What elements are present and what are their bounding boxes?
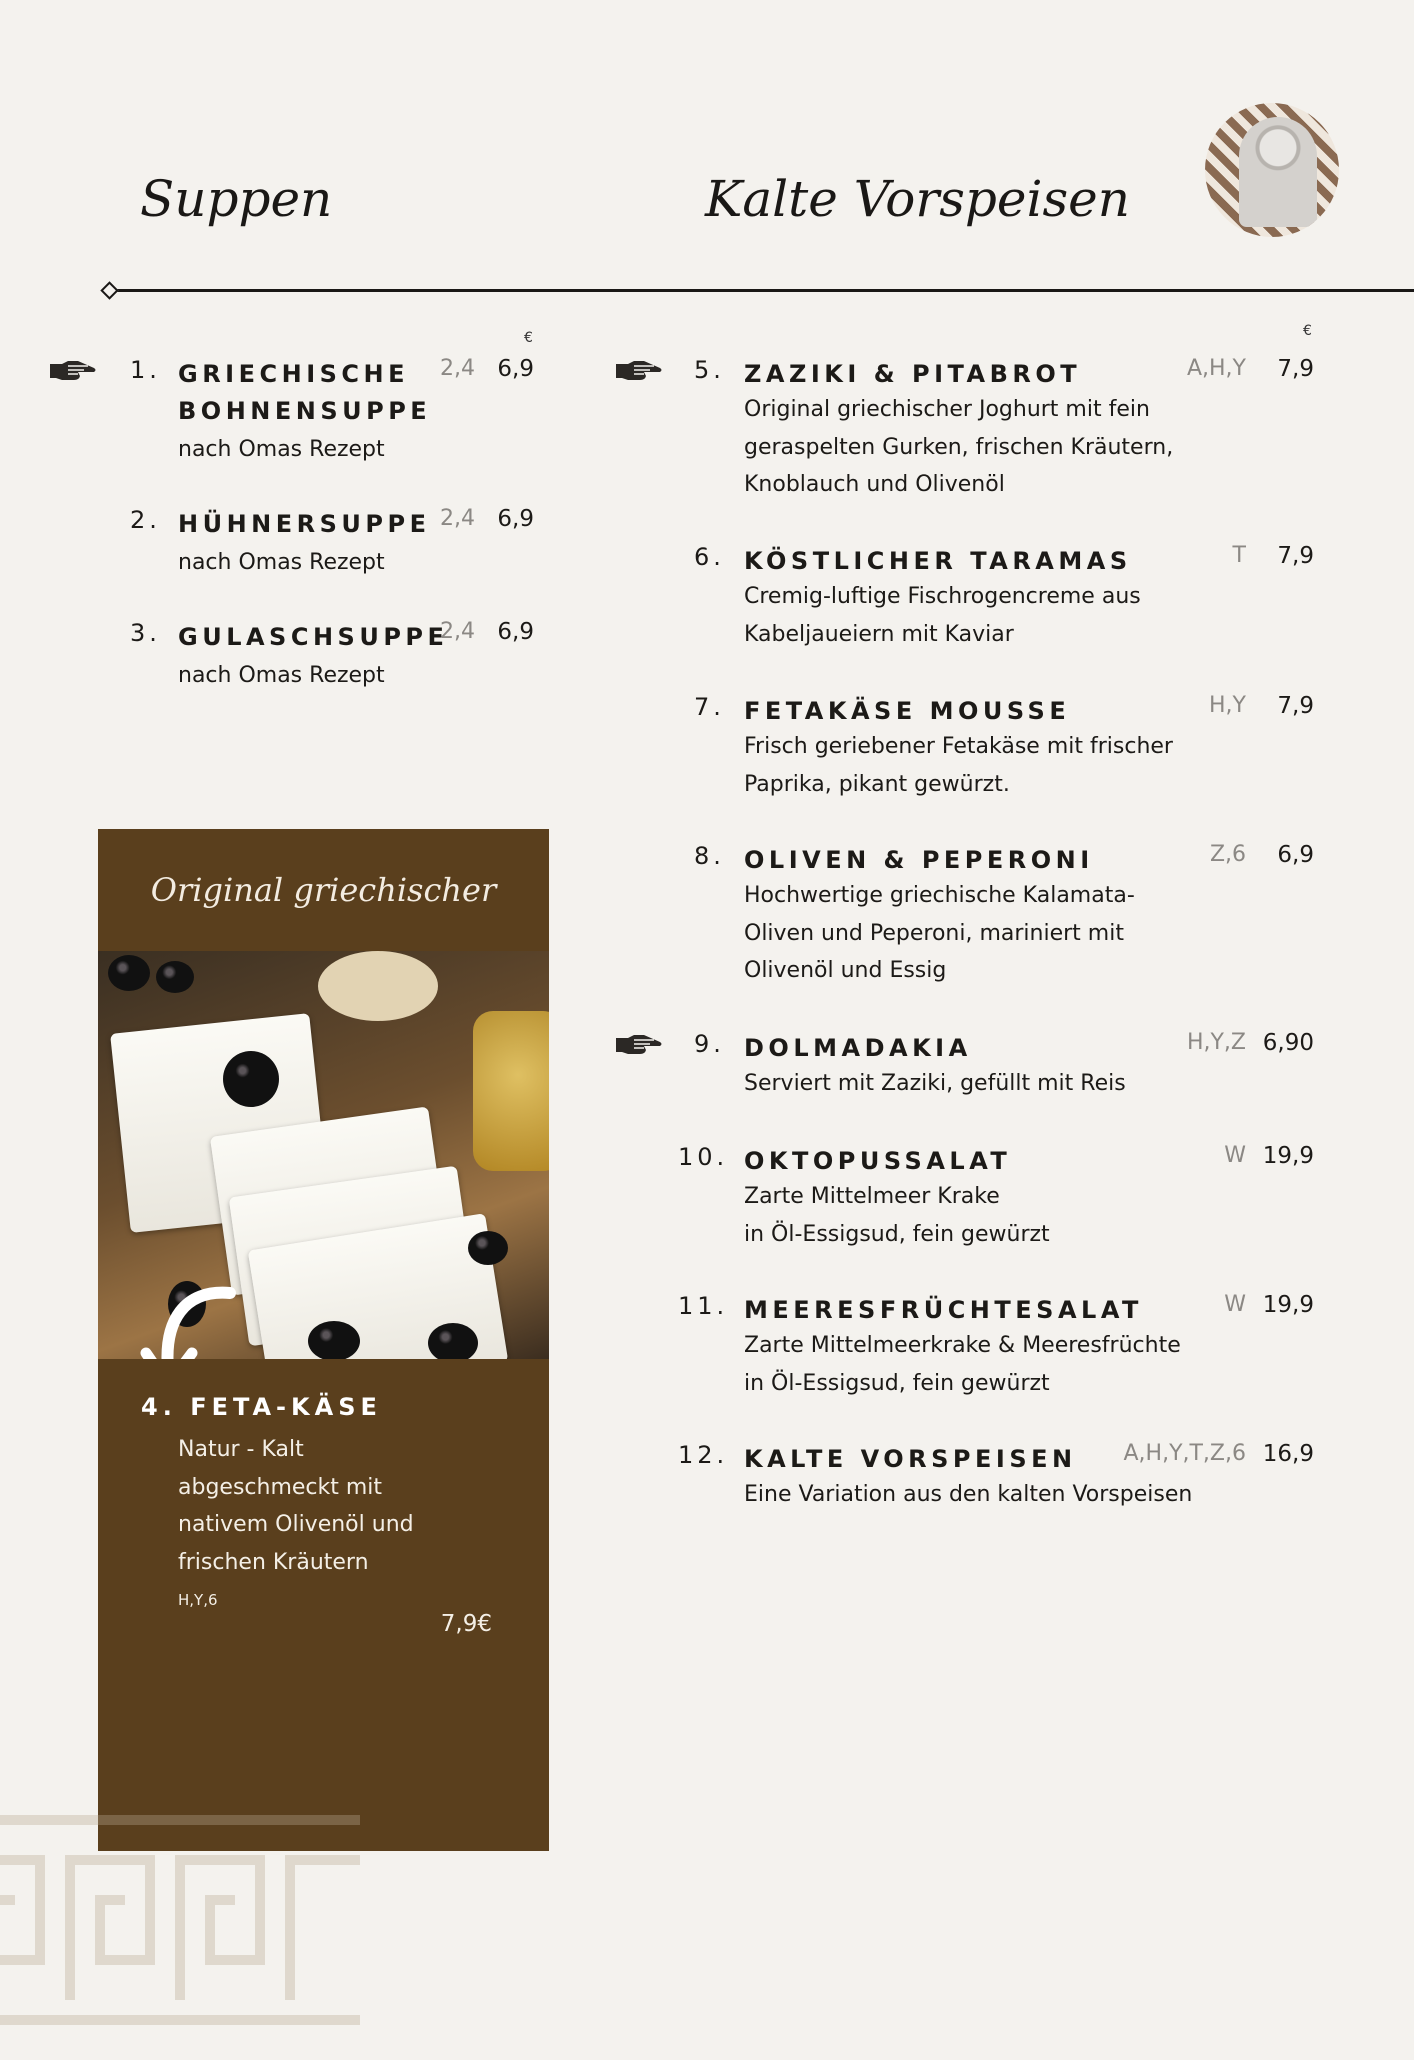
cold-starter-number: 6. <box>694 543 725 571</box>
cold-starter-allergens: Z,6 <box>1209 842 1246 867</box>
cold-starter-number: 9. <box>694 1030 725 1058</box>
cold-starter-number: 8. <box>694 842 725 870</box>
soup-price: 6,9 <box>497 506 534 532</box>
cold-starter-allergens: W <box>1224 1143 1246 1168</box>
feta-price: 7,9€ <box>440 1611 492 1637</box>
cold-starter-price: 19,9 <box>1262 1143 1314 1169</box>
cold-starter-number: 11. <box>678 1292 729 1320</box>
cold-starter-allergens: W <box>1224 1292 1246 1317</box>
cold-starter-title: OLIVEN & PEPERONI <box>744 846 1094 874</box>
statue-medallion <box>1205 103 1339 237</box>
cold-starter-title: DOLMADAKIA <box>744 1034 972 1062</box>
soup-title: BOHNENSUPPE <box>178 397 432 425</box>
cold-starter-title: KALTE VORSPEISEN <box>744 1445 1077 1473</box>
soup-allergens: 2,4 <box>440 506 475 531</box>
soup-title: HÜHNERSUPPE <box>178 510 431 538</box>
cold-starter-description: Serviert mit Zaziki, gefüllt mit Reis <box>744 1071 1126 1096</box>
cold-starter-number: 7. <box>694 693 725 721</box>
cold-starter-price: 7,9 <box>1277 543 1314 569</box>
soup-price: 6,9 <box>497 619 534 645</box>
cold-starter-title: MEERESFRÜCHTESALAT <box>744 1296 1143 1324</box>
cold-starter-title: KÖSTLICHER TARAMAS <box>744 547 1132 575</box>
cold-starter-description: Zarte Mittelmeerkrake & Meeresfrüchte in Öl-Essigsud, fein gewürzt <box>744 1333 1181 1396</box>
cold-starter-title: FETAKÄSE MOUSSE <box>744 697 1071 725</box>
greek-meander-decoration <box>0 1800 360 2060</box>
feta-photo <box>98 951 549 1359</box>
cold-starter-title: OKTOPUSSALAT <box>744 1147 1012 1175</box>
cold-starter-description: Hochwertige griechische Kalamata- Oliven und Peperoni, mariniert mit Olivenöl und Essig <box>744 883 1135 983</box>
cold-starter-price: 6,9 <box>1277 842 1314 868</box>
cold-starter-description: Eine Variation aus den kalten Vorspeisen <box>744 1482 1193 1507</box>
cold-starter-price: 7,9 <box>1277 693 1314 719</box>
soup-description: nach Omas Rezept <box>178 437 385 462</box>
soup-description: nach Omas Rezept <box>178 550 385 575</box>
cold-starter-description: Zarte Mittelmeer Krake in Öl-Essigsud, fein gewürzt <box>744 1184 1050 1247</box>
cold-starter-title: ZAZIKI & PITABROT <box>744 360 1082 388</box>
cold-starter-price: 6,90 <box>1262 1030 1314 1056</box>
cold-starter-description: Frisch geriebener Fetakäse mit frischer Paprika, pikant gewürzt. <box>744 734 1173 797</box>
cold-starter-price: 7,9 <box>1277 356 1314 382</box>
feta-description: Natur - Kalt abgeschmeckt mit nativem Olivenöl und frischen Kräutern <box>178 1437 414 1575</box>
cold-starter-number: 12. <box>678 1441 729 1469</box>
feta-banner: Original griechischer <box>150 871 497 909</box>
cold-starter-allergens: A,H,Y,T,Z,6 <box>1123 1441 1246 1466</box>
cold-starter-price: 16,9 <box>1262 1441 1314 1467</box>
cold-starter-description: Original griechischer Joghurt mit fein geraspelten Gurken, frischen Kräutern, Knoblauch und Olivenöl <box>744 397 1174 497</box>
soup-number: 1. <box>130 356 161 384</box>
soup-title: GRIECHISCHE <box>178 360 410 388</box>
cold-starter-allergens: T <box>1232 543 1246 568</box>
cold-starter-number: 10. <box>678 1143 729 1171</box>
soup-price: 6,9 <box>497 356 534 382</box>
divider-line <box>110 289 1414 292</box>
soup-description: nach Omas Rezept <box>178 663 385 688</box>
currency-symbol-cold: € <box>1303 323 1312 339</box>
feta-allergens: H,Y,6 <box>178 1591 218 1609</box>
cold-starter-price: 19,9 <box>1262 1292 1314 1318</box>
soup-number: 3. <box>130 619 161 647</box>
soup-allergens: 2,4 <box>440 356 475 381</box>
cold-starter-allergens: H,Y,Z <box>1186 1030 1246 1055</box>
pointing-hand-icon <box>614 1032 664 1058</box>
soup-allergens: 2,4 <box>440 619 475 644</box>
divider-diamond <box>100 281 118 299</box>
heading-soups: Suppen <box>140 170 333 228</box>
cold-starter-allergens: H,Y <box>1209 693 1246 718</box>
cold-starter-description: Cremig-luftige Fischrogencreme aus Kabeljaueiern mit Kaviar <box>744 584 1141 647</box>
soup-number: 2. <box>130 506 161 534</box>
feta-feature-panel <box>98 829 549 1851</box>
soup-title: GULASCHSUPPE <box>178 623 449 651</box>
cold-starter-number: 5. <box>694 356 725 384</box>
curved-arrow-icon <box>134 1281 244 1359</box>
heading-cold-starters: Kalte Vorspeisen <box>705 170 1130 228</box>
cold-starter-allergens: A,H,Y <box>1186 356 1246 381</box>
pointing-hand-icon <box>48 358 98 384</box>
currency-symbol-soups: € <box>524 330 533 346</box>
pointing-hand-icon <box>614 358 664 384</box>
feta-title: 4. FETA-KÄSE <box>141 1393 382 1421</box>
